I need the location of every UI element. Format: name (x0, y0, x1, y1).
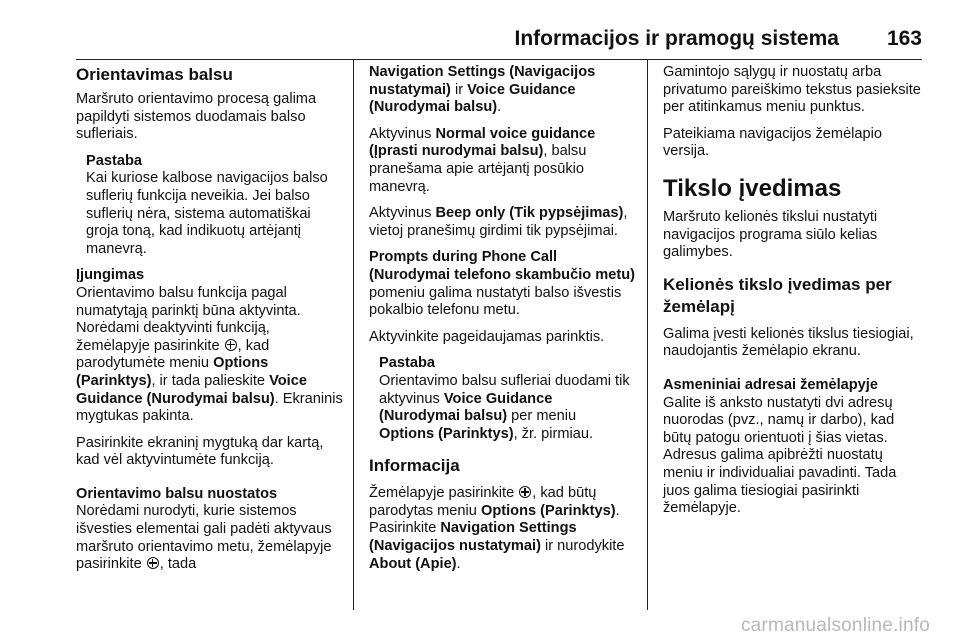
text: , kad parodytumėte meniu (76, 337, 270, 372)
menu-term: Options (Parinktys) (480, 502, 616, 519)
text: per meniu (507, 408, 577, 425)
crosshair-icon (225, 339, 237, 351)
paragraph (76, 503, 344, 573)
text: pomeniu galima nustatyti balso išvestis pokalbio telefonu metu. (369, 284, 622, 319)
section-heading: Orientavimas balsu (76, 65, 233, 84)
column-divider (647, 60, 648, 610)
paragraph (369, 64, 635, 117)
note (86, 153, 344, 259)
text: ir nurodykite (540, 538, 625, 555)
watermark: carmanualsonline.info (740, 615, 930, 636)
note-text: Kai kuriose kalbose navigacijos balso suflerių funkcija neveikia. Jei balso suflerių nėra, sistema automatiškai groja toną, kad indikuotų artėjantį manevrą. (86, 170, 328, 257)
menu-term: Navigation Settings (Navigacijos nustatymai) (369, 520, 577, 555)
text: , balsu pranešama apie artėjantį posūkio manevrą. (369, 143, 587, 195)
header-rule (76, 59, 922, 60)
text: , žr. pirmiau. (513, 425, 594, 442)
paragraph: Pateikiama navigacijos žemėlapio versija. (663, 125, 883, 160)
subheading: Įjungimas (76, 267, 145, 284)
subheading: Orientavimo balsu nuostatos (76, 485, 278, 502)
page-title: Informacijos ir pramogų sistema (514, 27, 839, 50)
menu-term: About (Apie) (369, 555, 457, 572)
text: , kad būtų parodytas meniu (369, 485, 597, 519)
text: Orientavimo balsu funkcija pagal numatytąją parinktį būna aktyvinta. Norėdami deaktyvinti funkciją, žemėlapyje pasirinkite (76, 284, 301, 354)
text: . (456, 555, 461, 572)
column-1 (76, 64, 344, 583)
text: Aktyvinus (369, 125, 432, 142)
paragraph: Gamintojo sąlygų ir nuostatų arba privatumo pareiškimo tekstus pasieksite per atitinkamus meniu punktus. (663, 64, 921, 116)
page-number: 163 (886, 27, 922, 50)
paragraph: Galima įvesti kelionės tikslus tiesiogiai, naudojantis žemėlapio ekranu. (663, 325, 914, 360)
crosshair-icon (147, 557, 159, 569)
text: , ir tada palieskite (151, 372, 266, 389)
menu-term: Normal voice guidance (Įprasti nurodymai balsu) (369, 125, 596, 160)
column-2 (369, 64, 635, 582)
paragraph (369, 485, 635, 573)
column-divider (353, 60, 354, 610)
paragraph (76, 285, 344, 426)
crosshair-icon (519, 486, 531, 498)
menu-term: Navigation Settings (Navigacijos nustatymai) (369, 64, 596, 98)
paragraph (369, 126, 635, 196)
text: . Pasirinkite (369, 502, 620, 537)
paragraph: Pasirinkite ekraninį mygtuką dar kartą, kad vėl aktyvintumėte funkciją. (76, 434, 324, 469)
chapter-heading: Tikslo įvedimas (663, 174, 842, 202)
subheading: Asmeniniai adresai žemėlapyje (663, 376, 878, 393)
section-heading: Kelionės tikslo įvedimas per žemėlapį (663, 274, 892, 316)
note-title: Pastaba (379, 355, 435, 372)
note-text (379, 373, 635, 443)
text: ir (450, 81, 468, 98)
text: Norėdami nurodyti, kurie sistemos išvesties elementai gali padėti aktyvaus maršruto orientavimo metu, žemėlapyje pasirinkite (76, 503, 332, 573)
text: Žemėlapyje pasirinkite (369, 485, 515, 502)
menu-term: Voice Guidance (Nurodymai balsu) (369, 81, 576, 116)
menu-term: Options (Parinktys) (76, 355, 269, 389)
page-header (76, 27, 922, 57)
text: Orientavimo balsu sufleriai duodami tik aktyvinus (379, 372, 630, 407)
menu-term: Beep only (Tik pypsėjimas) (435, 205, 624, 222)
text: Aktyvinus (369, 205, 432, 222)
paragraph (369, 249, 635, 319)
note-title: Pastaba (86, 152, 142, 169)
menu-term: Prompts during Phone Call (Nurodymai telefono skambučio metu) (369, 249, 635, 283)
paragraph: Maršruto orientavimo procesą galima papildyti sistemos duodamais balso sufleriais. (76, 91, 317, 143)
paragraph: Aktyvinkite pageidaujamas parinktis. (369, 328, 605, 345)
text: , vietoj pranešimų girdimi tik pypsėjimai. (369, 205, 628, 239)
menu-term: Options (Parinktys) (379, 425, 514, 442)
paragraph: Maršruto kelionės tikslui nustatyti navigacijos programa siūlo kelias galimybes. (663, 208, 878, 261)
paragraph: Galite iš anksto nustatyti dvi adresų nuorodas (pvz., namų ir darbo), kad būtų patogu orientuoti į šias vietas. Adresus galima apibrėžti nuostatų meniu ir individualiai pavadinti. Tada juos galima tiesiogiai pasirinkti žemėlapyje. (663, 394, 897, 517)
menu-term: Voice Guidance (Nurodymai balsu) (76, 372, 307, 407)
text: . (497, 99, 502, 116)
menu-term: Voice Guidance (Nurodymai balsu) (379, 390, 553, 425)
note (379, 355, 635, 443)
text: , tada (159, 556, 197, 573)
column-3 (663, 64, 925, 527)
section-heading: Informacija (369, 456, 460, 476)
text: . Ekraninis mygtukas pakinta. (76, 390, 343, 425)
paragraph (369, 205, 635, 240)
